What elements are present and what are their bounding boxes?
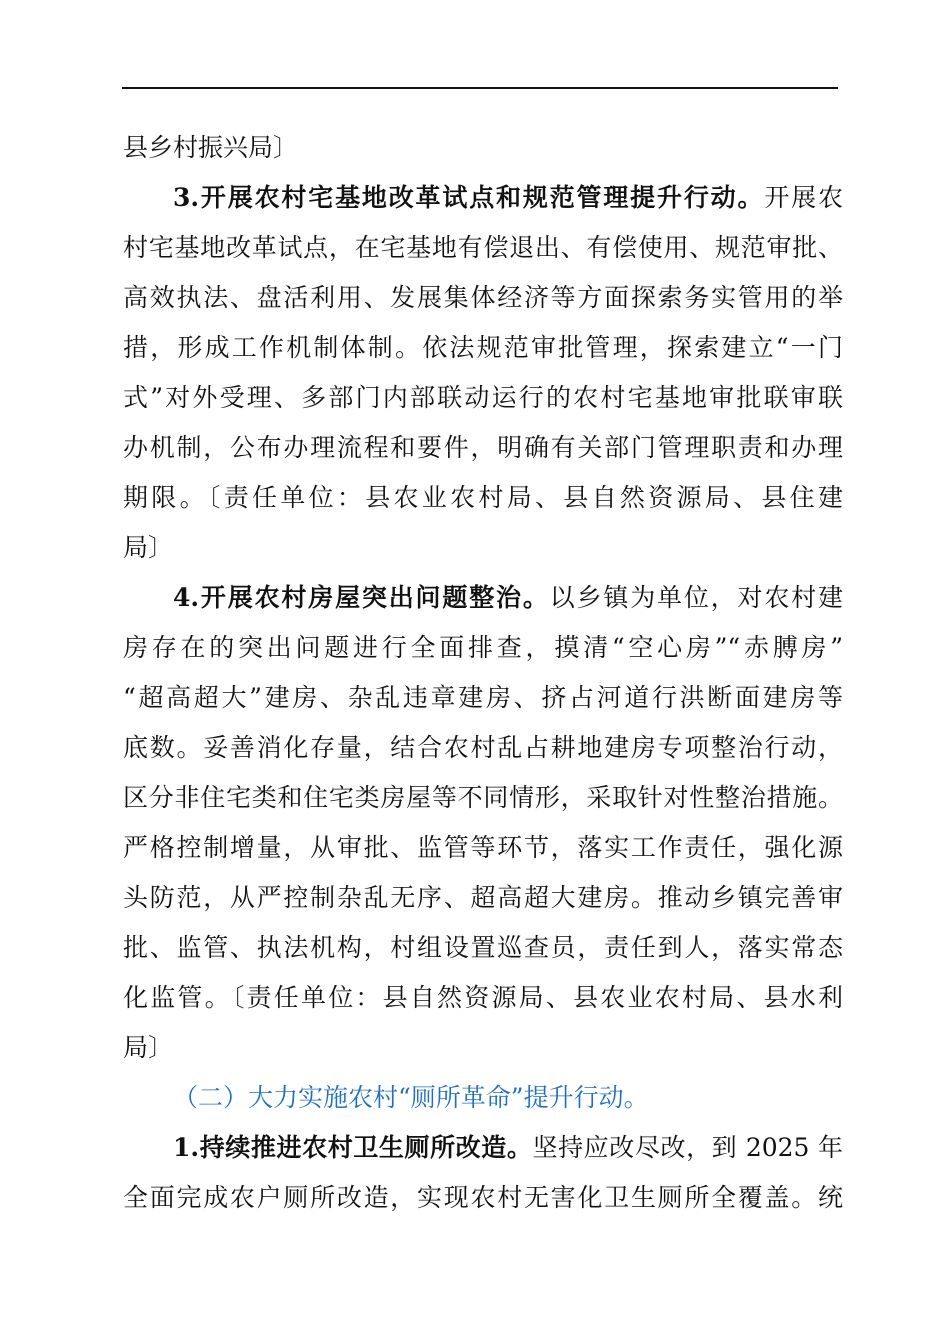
text-line: 以乡镇为单位，对农村建 (549, 583, 843, 612)
header-rule (122, 87, 838, 89)
text-line: 措，形成工作机制体制。依法规范审批管理，探索建立“一门 (123, 333, 843, 362)
text-line: 化监管。〔责任单位：县自然资源局、县农业农村局、县水利 (123, 983, 843, 1012)
text-line: 房存在的突出问题进行全面排查，摸清“空心房”“赤膊房” (123, 633, 843, 662)
item-4-heading: 4.开展农村房屋突出问题整治。 (173, 583, 550, 612)
text-line: 局〕 (123, 533, 174, 562)
text-line: 底数。妥善消化存量，结合农村乱占耕地建房专项整治行动， (123, 733, 843, 762)
text-line: 期限。〔责任单位：县农业农村局、县自然资源局、县住建 (123, 483, 843, 512)
text-line: 严格控制增量，从审批、监管等环节，落实工作责任，强化源 (123, 833, 843, 862)
paragraph-item-4-first-line (173, 583, 843, 613)
paragraph-item-1-first-line (173, 1133, 843, 1163)
text-line: 局〕 (123, 1033, 174, 1062)
text-line: “超高超大”建房、杂乱违章建房、挤占河道行洪断面建房等 (123, 683, 843, 712)
text-line: 办机制，公布办理流程和要件，明确有关部门管理职责和办理 (123, 433, 843, 462)
text-line: 县乡村振兴局〕 (123, 133, 299, 162)
paragraph-item-3-first-line (173, 183, 843, 213)
text-line: 式”对外受理、多部门内部联动运行的农村宅基地审批联审联 (123, 383, 843, 412)
text-line: 高效执法、盘活利用、发展集体经济等方面探索务实管用的举 (123, 283, 843, 312)
text-line: 批、监管、执法机构，村组设置巡查员，责任到人，落实常态 (123, 933, 843, 962)
text-line: 村宅基地改革试点，在宅基地有偿退出、有偿使用、规范审批、 (123, 233, 843, 262)
section-heading: （二）大力实施农村“厕所革命”提升行动。 (173, 1083, 649, 1112)
item-1-heading: 1.持续推进农村卫生厕所改造。 (173, 1133, 533, 1162)
text-line: 全面完成农户厕所改造，实现农村无害化卫生厕所全覆盖。统 (123, 1183, 843, 1212)
text-line: 开展农 (764, 183, 843, 212)
text-line: 头防范，从严控制杂乱无序、超高超大建房。推动乡镇完善审 (123, 883, 843, 912)
item-3-heading: 3.开展农村宅基地改革试点和规范管理提升行动。 (173, 183, 765, 212)
text-line: 坚持应改尽改，到 2025 年 (532, 1133, 843, 1162)
text-line: 区分非住宅类和住宅类房屋等不同情形，采取针对性整治措施。 (123, 783, 843, 812)
